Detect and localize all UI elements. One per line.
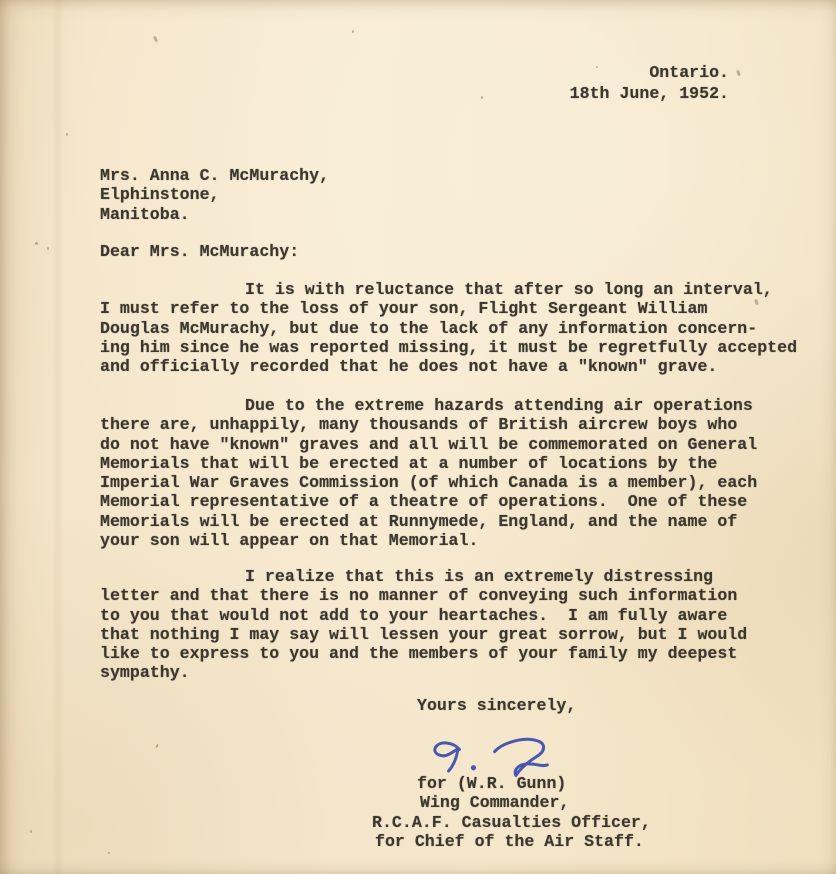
recipient-town: Elphinstone, (100, 185, 220, 205)
paragraph-1 (100, 280, 797, 376)
paragraph-line: letter and that there is no manner of conveying such information (100, 586, 738, 606)
paragraph-2 (100, 396, 757, 550)
paragraph-line: do not have "known" graves and all will be commemorated on General (100, 434, 758, 454)
closing-line: Yours sincerely, (417, 696, 577, 715)
paper-speck (30, 830, 32, 833)
signature-stroke-right (494, 738, 548, 776)
signature-stroke-left (434, 742, 460, 772)
signature-rank-line: Wing Commander, (420, 793, 570, 813)
paragraph-line: It is with reluctance that after so long an interval, (245, 280, 773, 299)
paragraph-line: Memorials that will be erected at a number of locations by the (100, 453, 718, 473)
date-line: 18th June, 1952. (569, 84, 729, 103)
signature-for-line: for (W.R. Gunn) (417, 774, 567, 793)
paragraph-line: ing him since he was reported missing, it must be regretfully accepted (100, 337, 798, 357)
paragraph-line: to you that would not add to your heartaches. I am fully aware (100, 605, 728, 625)
paper-speck (47, 247, 49, 250)
paragraph-line: Imperial War Graves Commission (of which Canada is a member), each (100, 473, 758, 493)
paragraph-line: I must refer to the loss of your son, Flight Sergeant William (100, 299, 708, 319)
salutation: Dear Mrs. McMurachy: (100, 242, 300, 261)
paragraph-line: Due to the extreme hazards attending air operations (245, 396, 753, 415)
date-block (570, 62, 729, 104)
signature-block (372, 774, 651, 851)
paragraph-line: sympathy. (100, 663, 190, 683)
paragraph-line: and officially recorded that he does not have a "known" grave. (100, 357, 718, 377)
signature-dot (471, 765, 476, 770)
paper-speck (108, 852, 110, 854)
paragraph-3 (100, 567, 747, 683)
recipient-address (100, 166, 329, 224)
paragraph-line: Douglas McMurachy, but due to the lack of any information concern- (100, 318, 758, 338)
paper-speck (352, 30, 354, 33)
paper-speck (155, 744, 158, 748)
place-line: Ontario. (649, 63, 729, 82)
paragraph-line: Memorials will be erected at Runnymede, England, and the name of (100, 511, 738, 531)
paragraph-line: Memorial representative of a theatre of operations. One of these (100, 492, 748, 512)
paragraph-line: your son will appear on that Memorial. (100, 531, 479, 551)
paper-speck (35, 242, 38, 245)
paragraph-line: that nothing I may say will lessen your great sorrow, but I would (100, 624, 748, 644)
paragraph-line: like to express to you and the members of your family my deepest (100, 644, 738, 664)
paragraph-line: I realize that this is an extremely distressing (245, 567, 714, 586)
paragraph-line: there are, unhappily, many thousands of British aircrew boys who (100, 415, 738, 435)
paper-speck (66, 133, 68, 136)
paper-speck (736, 70, 741, 77)
signature-authority-line: for Chief of the Air Staff. (375, 831, 644, 851)
recipient-name: Mrs. Anna C. McMurachy, (100, 166, 330, 185)
paper-speck (481, 96, 483, 99)
signature-title-line: R.C.A.F. Casualties Officer, (372, 812, 651, 832)
paper-speck (153, 36, 158, 43)
recipient-province: Manitoba. (100, 204, 190, 224)
